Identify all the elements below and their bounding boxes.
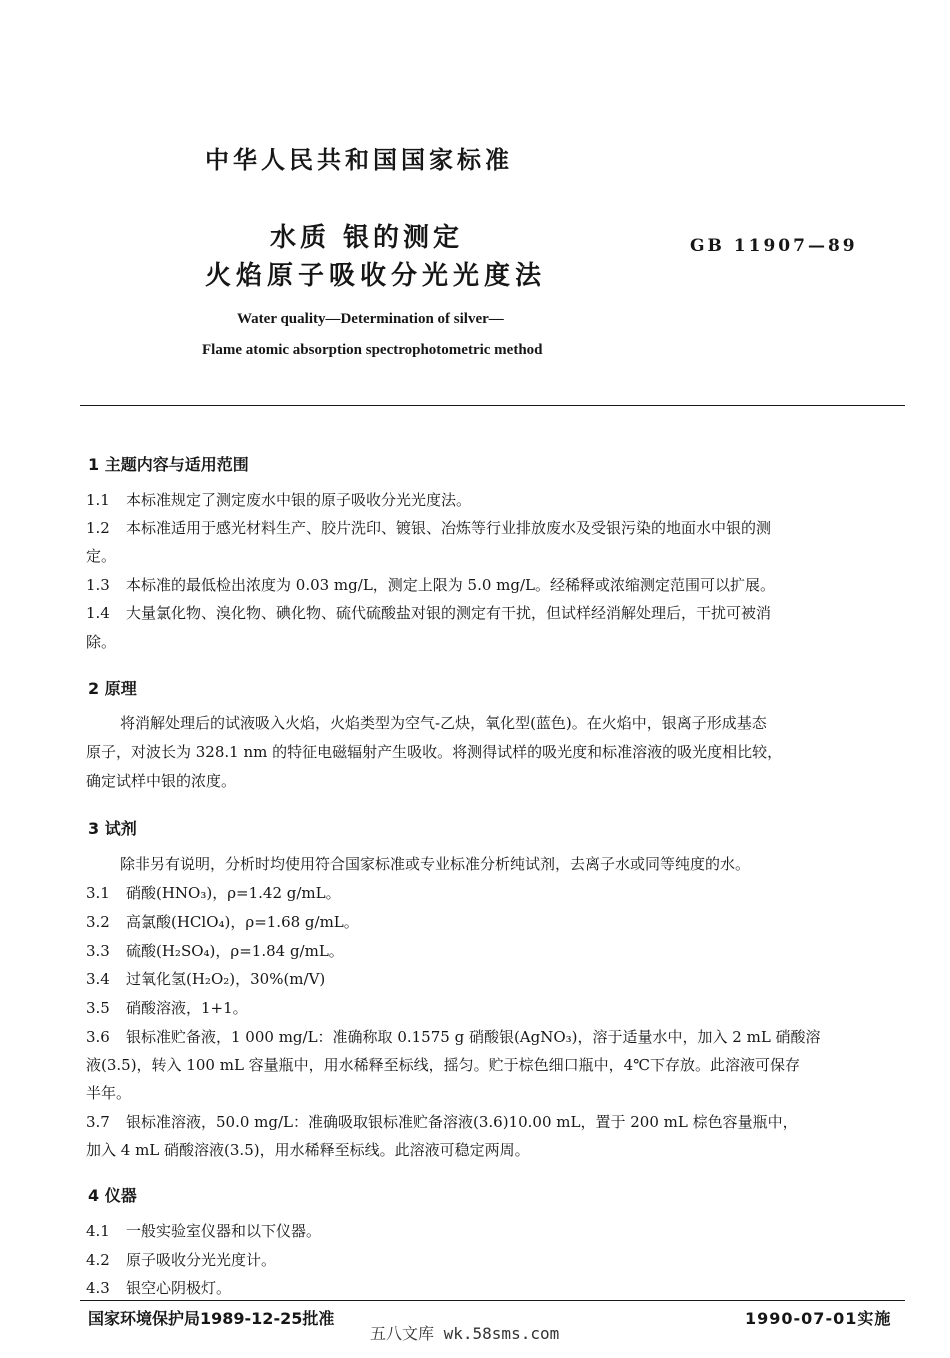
clause-3-1 xyxy=(86,882,341,903)
clause-number: 3.1 xyxy=(86,884,110,902)
clause-number: 1.3 xyxy=(86,576,110,594)
clause-number: 3.7 xyxy=(86,1113,110,1131)
clause-3-2 xyxy=(86,911,359,932)
clause-3-6 xyxy=(86,1026,821,1047)
clause-text: 本标准的最低检出浓度为 0.03 mg/L，测定上限为 5.0 mg/L。经稀释或浓缩测定范围可以扩展。 xyxy=(126,576,776,594)
clause-number: 4.1 xyxy=(86,1222,110,1240)
clause-4-1 xyxy=(86,1220,321,1241)
clause-3-7-cont: 加入 4 mL 硝酸溶液(3.5)，用水稀释至标线。此溶液可稳定两周。 xyxy=(86,1141,530,1159)
principle-line3: 确定试样中银的浓度。 xyxy=(86,772,237,790)
clause-text: 硫酸(H₂SO₄)，ρ=1.84 g/mL。 xyxy=(126,942,344,960)
clause-1-2-cont: 定。 xyxy=(86,547,117,565)
clause-3-6-cont1: 液(3.5)，转入 100 mL 容量瓶中，用水稀释至标线，摇匀。贮于棕色细口瓶中，4℃下存放。此溶液可保存 xyxy=(86,1056,801,1074)
section-4-heading: 4 仪器 xyxy=(88,1186,137,1205)
header-divider xyxy=(80,405,905,406)
footer-divider xyxy=(80,1300,905,1301)
document-title-line1: 水质 银的测定 xyxy=(270,223,464,253)
english-title-line1: Water quality—Determination of silver— xyxy=(237,311,504,327)
implementation-date: 1990-07-01实施 xyxy=(745,1309,892,1328)
clause-3-6-cont2: 半年。 xyxy=(86,1084,132,1102)
principle-line1: 将消解处理后的试液吸入火焰，火焰类型为空气-乙炔，氧化型(蓝色)。在火焰中，银离子形成基态 xyxy=(120,714,767,732)
section-2-heading: 2 原理 xyxy=(88,679,137,698)
clause-3-3 xyxy=(86,940,344,961)
clause-text: 银标准溶液，50.0 mg/L：准确吸取银标准贮备溶液(3.6)10.00 mL，置于 200 mL 棕色容量瓶中， xyxy=(126,1113,798,1131)
clause-1-2 xyxy=(86,517,771,538)
clause-text: 硝酸溶液，1+1。 xyxy=(126,999,248,1017)
clause-text: 高氯酸(HClO₄)，ρ=1.68 g/mL。 xyxy=(126,913,359,931)
clause-text: 一般实验室仪器和以下仪器。 xyxy=(126,1222,322,1240)
clause-4-3 xyxy=(86,1277,231,1298)
clause-number: 1.1 xyxy=(86,491,110,509)
section-1-heading: 1 主题内容与适用范围 xyxy=(88,455,249,474)
clause-number: 1.4 xyxy=(86,604,110,622)
clause-1-4 xyxy=(86,602,771,623)
principle-line2: 原子，对波长为 328.1 nm 的特征电磁辐射产生吸收。将测得试样的吸光度和标准溶液的吸光度相比较， xyxy=(86,743,783,761)
clause-3-7 xyxy=(86,1111,798,1132)
clause-number: 3.4 xyxy=(86,970,110,988)
clause-number: 3.3 xyxy=(86,942,110,960)
clause-number: 4.2 xyxy=(86,1251,110,1269)
clause-number: 3.2 xyxy=(86,913,110,931)
clause-text: 硝酸(HNO₃)，ρ=1.42 g/mL。 xyxy=(126,884,341,902)
clause-number: 4.3 xyxy=(86,1279,110,1297)
standard-code: GB 11907—89 xyxy=(690,236,858,256)
clause-text: 大量氯化物、溴化物、碘化物、硫代硫酸盐对银的测定有干扰，但试样经消解处理后，干扰可被消 xyxy=(126,604,772,622)
clause-3-5 xyxy=(86,997,248,1018)
approval-info: 国家环境保护局1989-12-25批准 xyxy=(88,1309,335,1328)
clause-text: 银标准贮备液，1 000 mg/L：准确称取 0.1575 g 硝酸银(AgNO₃)，溶于适量水中，加入 2 mL 硝酸溶 xyxy=(126,1028,821,1046)
watermark-text: 五八文库 wk.58sms.com xyxy=(370,1324,560,1343)
clause-1-1 xyxy=(86,489,471,510)
clause-text: 本标准规定了测定废水中银的原子吸收分光光度法。 xyxy=(126,491,472,509)
clause-4-2 xyxy=(86,1249,276,1270)
clause-1-4-cont: 除。 xyxy=(86,633,117,651)
clause-text: 银空心阴极灯。 xyxy=(126,1279,232,1297)
document-title-line2: 火焰原子吸收分光光度法 xyxy=(205,261,547,291)
clause-1-3 xyxy=(86,574,775,595)
english-title-line2: Flame atomic absorption spectrophotometric method xyxy=(202,342,543,358)
clause-number: 3.5 xyxy=(86,999,110,1017)
section-3-heading: 3 试剂 xyxy=(88,819,137,838)
national-standard-label: 中华人民共和国国家标准 xyxy=(205,146,513,174)
clause-number: 1.2 xyxy=(86,519,110,537)
reagent-intro: 除非另有说明，分析时均使用符合国家标准或专业标准分析纯试剂，去离子水或同等纯度的水。 xyxy=(120,855,751,873)
clause-text: 本标准适用于感光材料生产、胶片洗印、镀银、冶炼等行业排放废水及受银污染的地面水中银的测 xyxy=(126,519,772,537)
clause-text: 原子吸收分光光度计。 xyxy=(126,1251,277,1269)
clause-3-4 xyxy=(86,968,325,989)
clause-number: 3.6 xyxy=(86,1028,110,1046)
clause-text: 过氧化氢(H₂O₂)，30%(m/V) xyxy=(126,970,326,988)
